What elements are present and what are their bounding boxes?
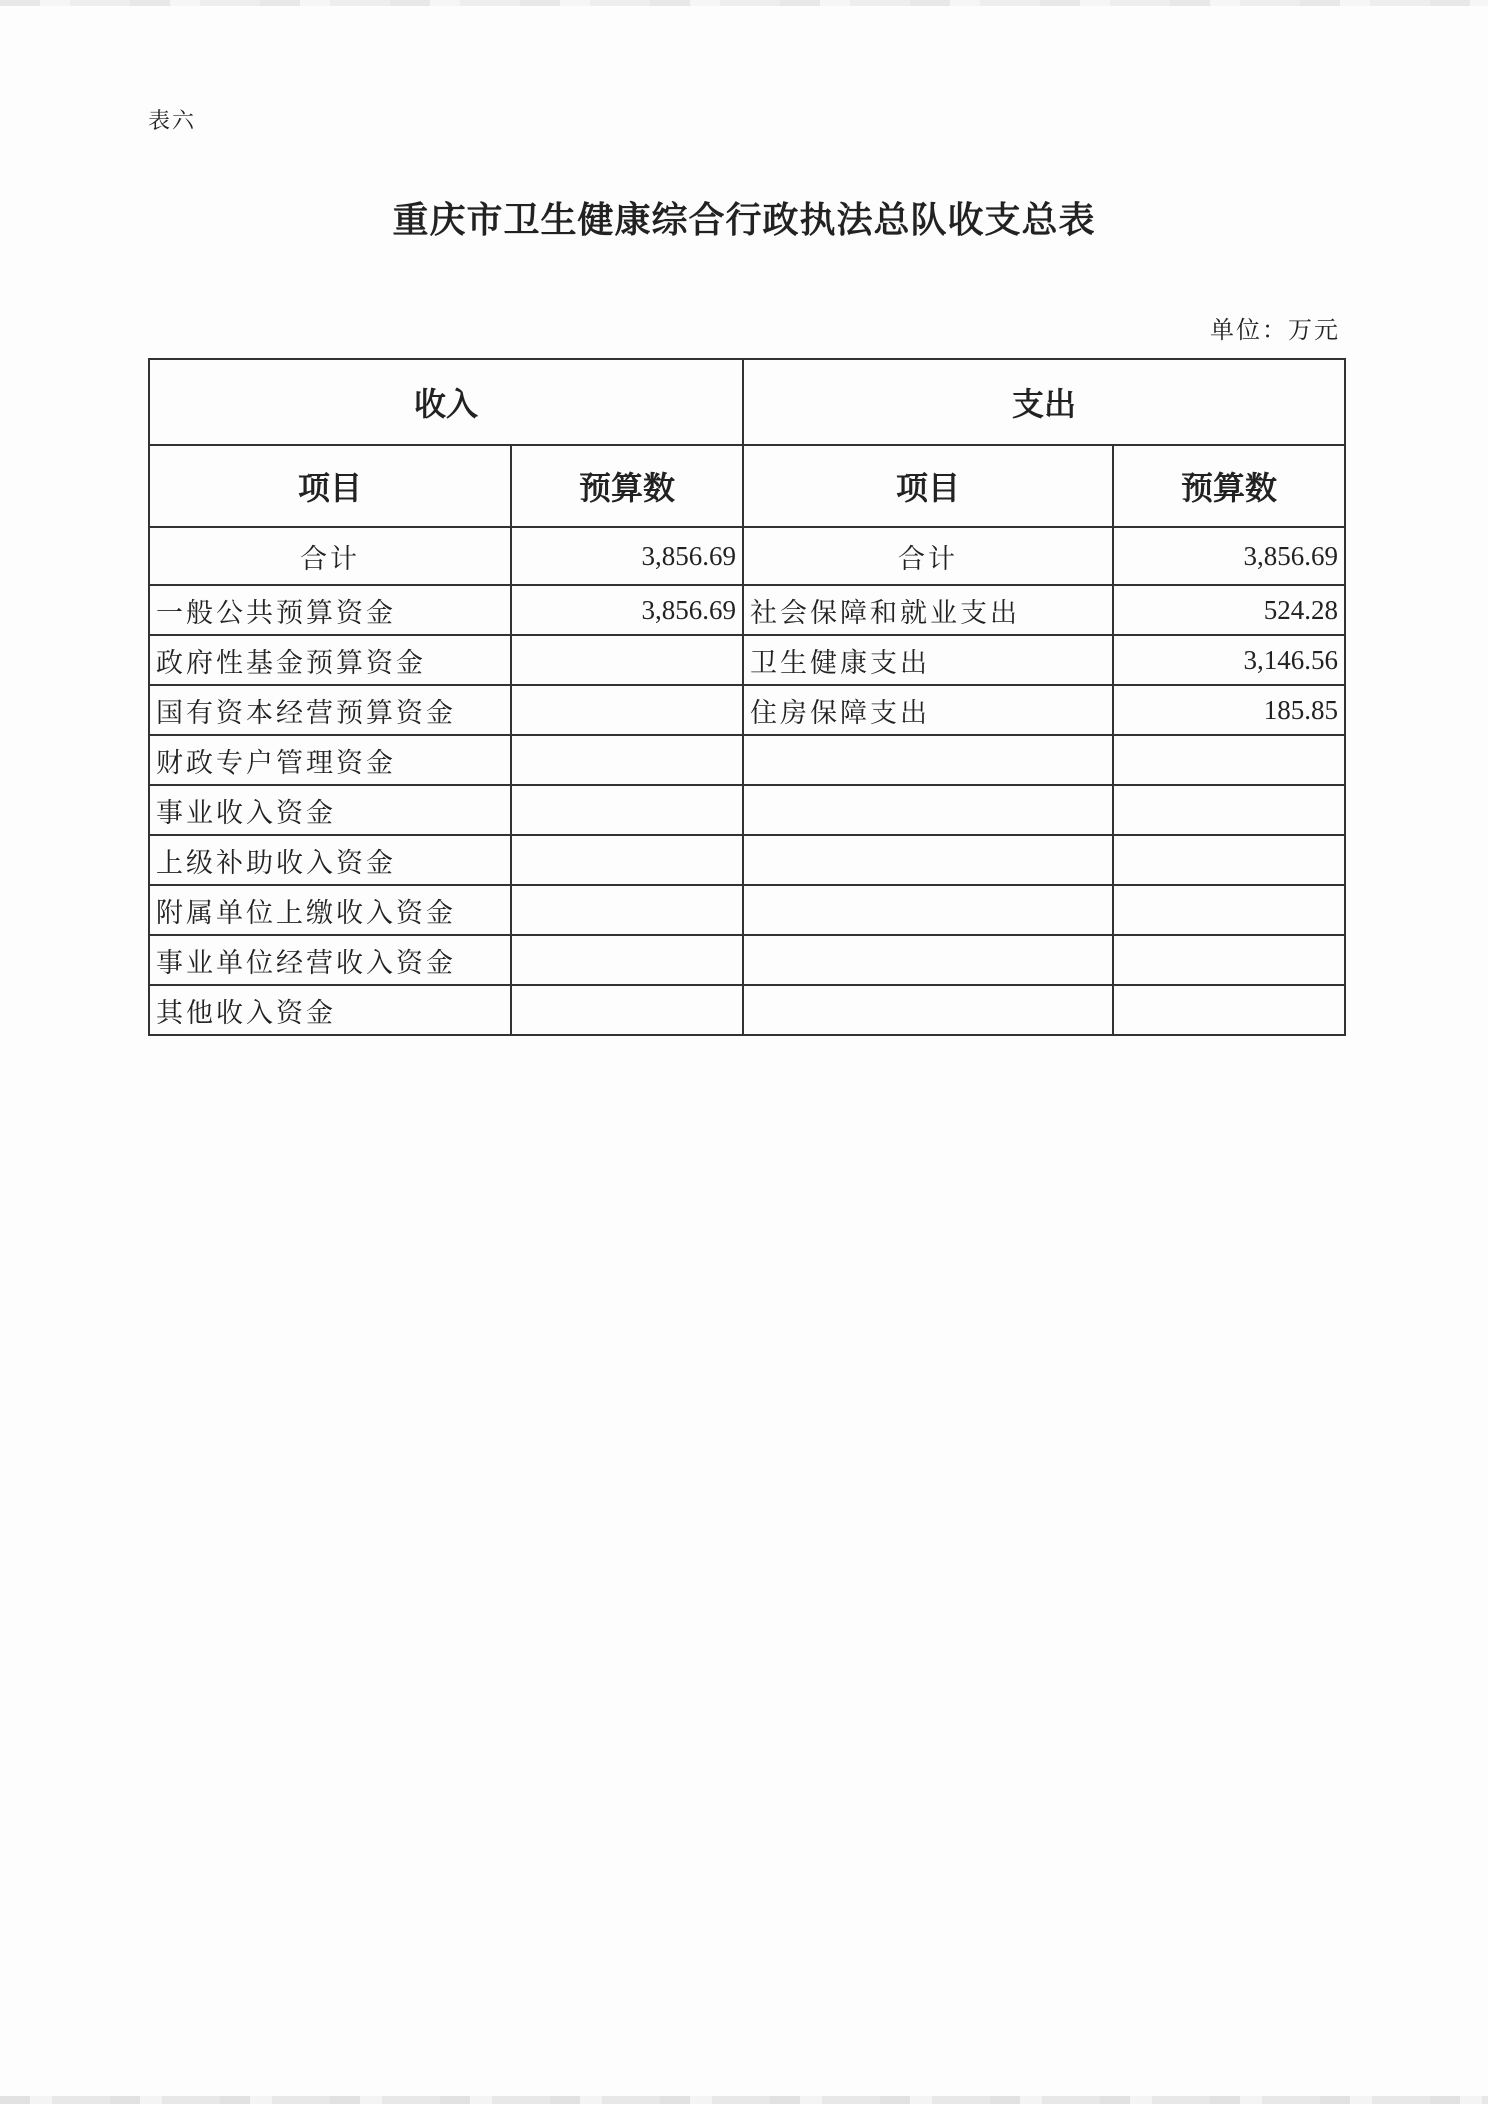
table-row <box>149 585 1345 635</box>
expense-item-cell <box>743 735 1113 785</box>
page-title: 重庆市卫生健康综合行政执法总队收支总表 <box>392 200 1096 241</box>
income-item-cell: 上级补助收入资金 <box>149 835 511 885</box>
income-item-cell: 政府性基金预算资金 <box>149 635 511 685</box>
table-row <box>149 935 1345 985</box>
income-item-cell: 财政专户管理资金 <box>149 735 511 785</box>
income-value-cell <box>511 835 743 885</box>
income-item-cell: 其他收入资金 <box>149 985 511 1035</box>
income-value-cell <box>511 935 743 985</box>
expense-total-value: 3,856.69 <box>1113 527 1345 585</box>
expense-item-cell: 卫生健康支出 <box>743 635 1113 685</box>
table-row <box>149 835 1345 885</box>
income-value-cell <box>511 635 743 685</box>
expense-item-cell <box>743 885 1113 935</box>
income-item-cell: 事业收入资金 <box>149 785 511 835</box>
income-item-column-header: 项目 <box>149 445 511 527</box>
table-row <box>149 735 1345 785</box>
table-row <box>149 685 1345 735</box>
table-row <box>149 885 1345 935</box>
income-header: 收入 <box>149 359 743 445</box>
table-row <box>149 635 1345 685</box>
table-label: 表六 <box>148 109 197 134</box>
income-value-cell <box>511 885 743 935</box>
income-budget-column-header: 预算数 <box>511 445 743 527</box>
expense-value-cell <box>1113 885 1345 935</box>
expense-header: 支出 <box>743 359 1345 445</box>
expense-budget-column-header: 预算数 <box>1113 445 1345 527</box>
scan-edge-top <box>0 0 1488 6</box>
expense-value-cell <box>1113 835 1345 885</box>
income-item-cell: 国有资本经营预算资金 <box>149 685 511 735</box>
total-row <box>149 527 1345 585</box>
expense-value-cell <box>1113 985 1345 1035</box>
expense-item-cell: 社会保障和就业支出 <box>743 585 1113 635</box>
budget-table <box>148 358 1346 1036</box>
expense-item-cell <box>743 835 1113 885</box>
expense-item-cell: 住房保障支出 <box>743 685 1113 735</box>
expense-item-cell <box>743 935 1113 985</box>
expense-value-cell: 3,146.56 <box>1113 635 1345 685</box>
income-value-cell <box>511 785 743 835</box>
income-value-cell <box>511 735 743 785</box>
scan-edge-bottom <box>0 2096 1488 2104</box>
table-row <box>149 985 1345 1035</box>
expense-item-cell <box>743 985 1113 1035</box>
income-item-cell: 事业单位经营收入资金 <box>149 935 511 985</box>
expense-value-cell <box>1113 735 1345 785</box>
income-value-cell: 3,856.69 <box>511 585 743 635</box>
column-header-row <box>149 445 1345 527</box>
expense-value-cell <box>1113 935 1345 985</box>
income-item-cell: 附属单位上缴收入资金 <box>149 885 511 935</box>
expense-value-cell: 524.28 <box>1113 585 1345 635</box>
income-total-value: 3,856.69 <box>511 527 743 585</box>
expense-item-cell <box>743 785 1113 835</box>
expense-item-column-header: 项目 <box>743 445 1113 527</box>
income-value-cell <box>511 985 743 1035</box>
expense-value-cell: 185.85 <box>1113 685 1345 735</box>
budget-table-body <box>149 359 1345 1035</box>
expense-total-label: 合计 <box>743 527 1113 585</box>
section-header-row <box>149 359 1345 445</box>
income-total-label: 合计 <box>149 527 511 585</box>
unit-label: 单位：万元 <box>1210 316 1340 344</box>
expense-value-cell <box>1113 785 1345 835</box>
income-value-cell <box>511 685 743 735</box>
income-item-cell: 一般公共预算资金 <box>149 585 511 635</box>
table-row <box>149 785 1345 835</box>
